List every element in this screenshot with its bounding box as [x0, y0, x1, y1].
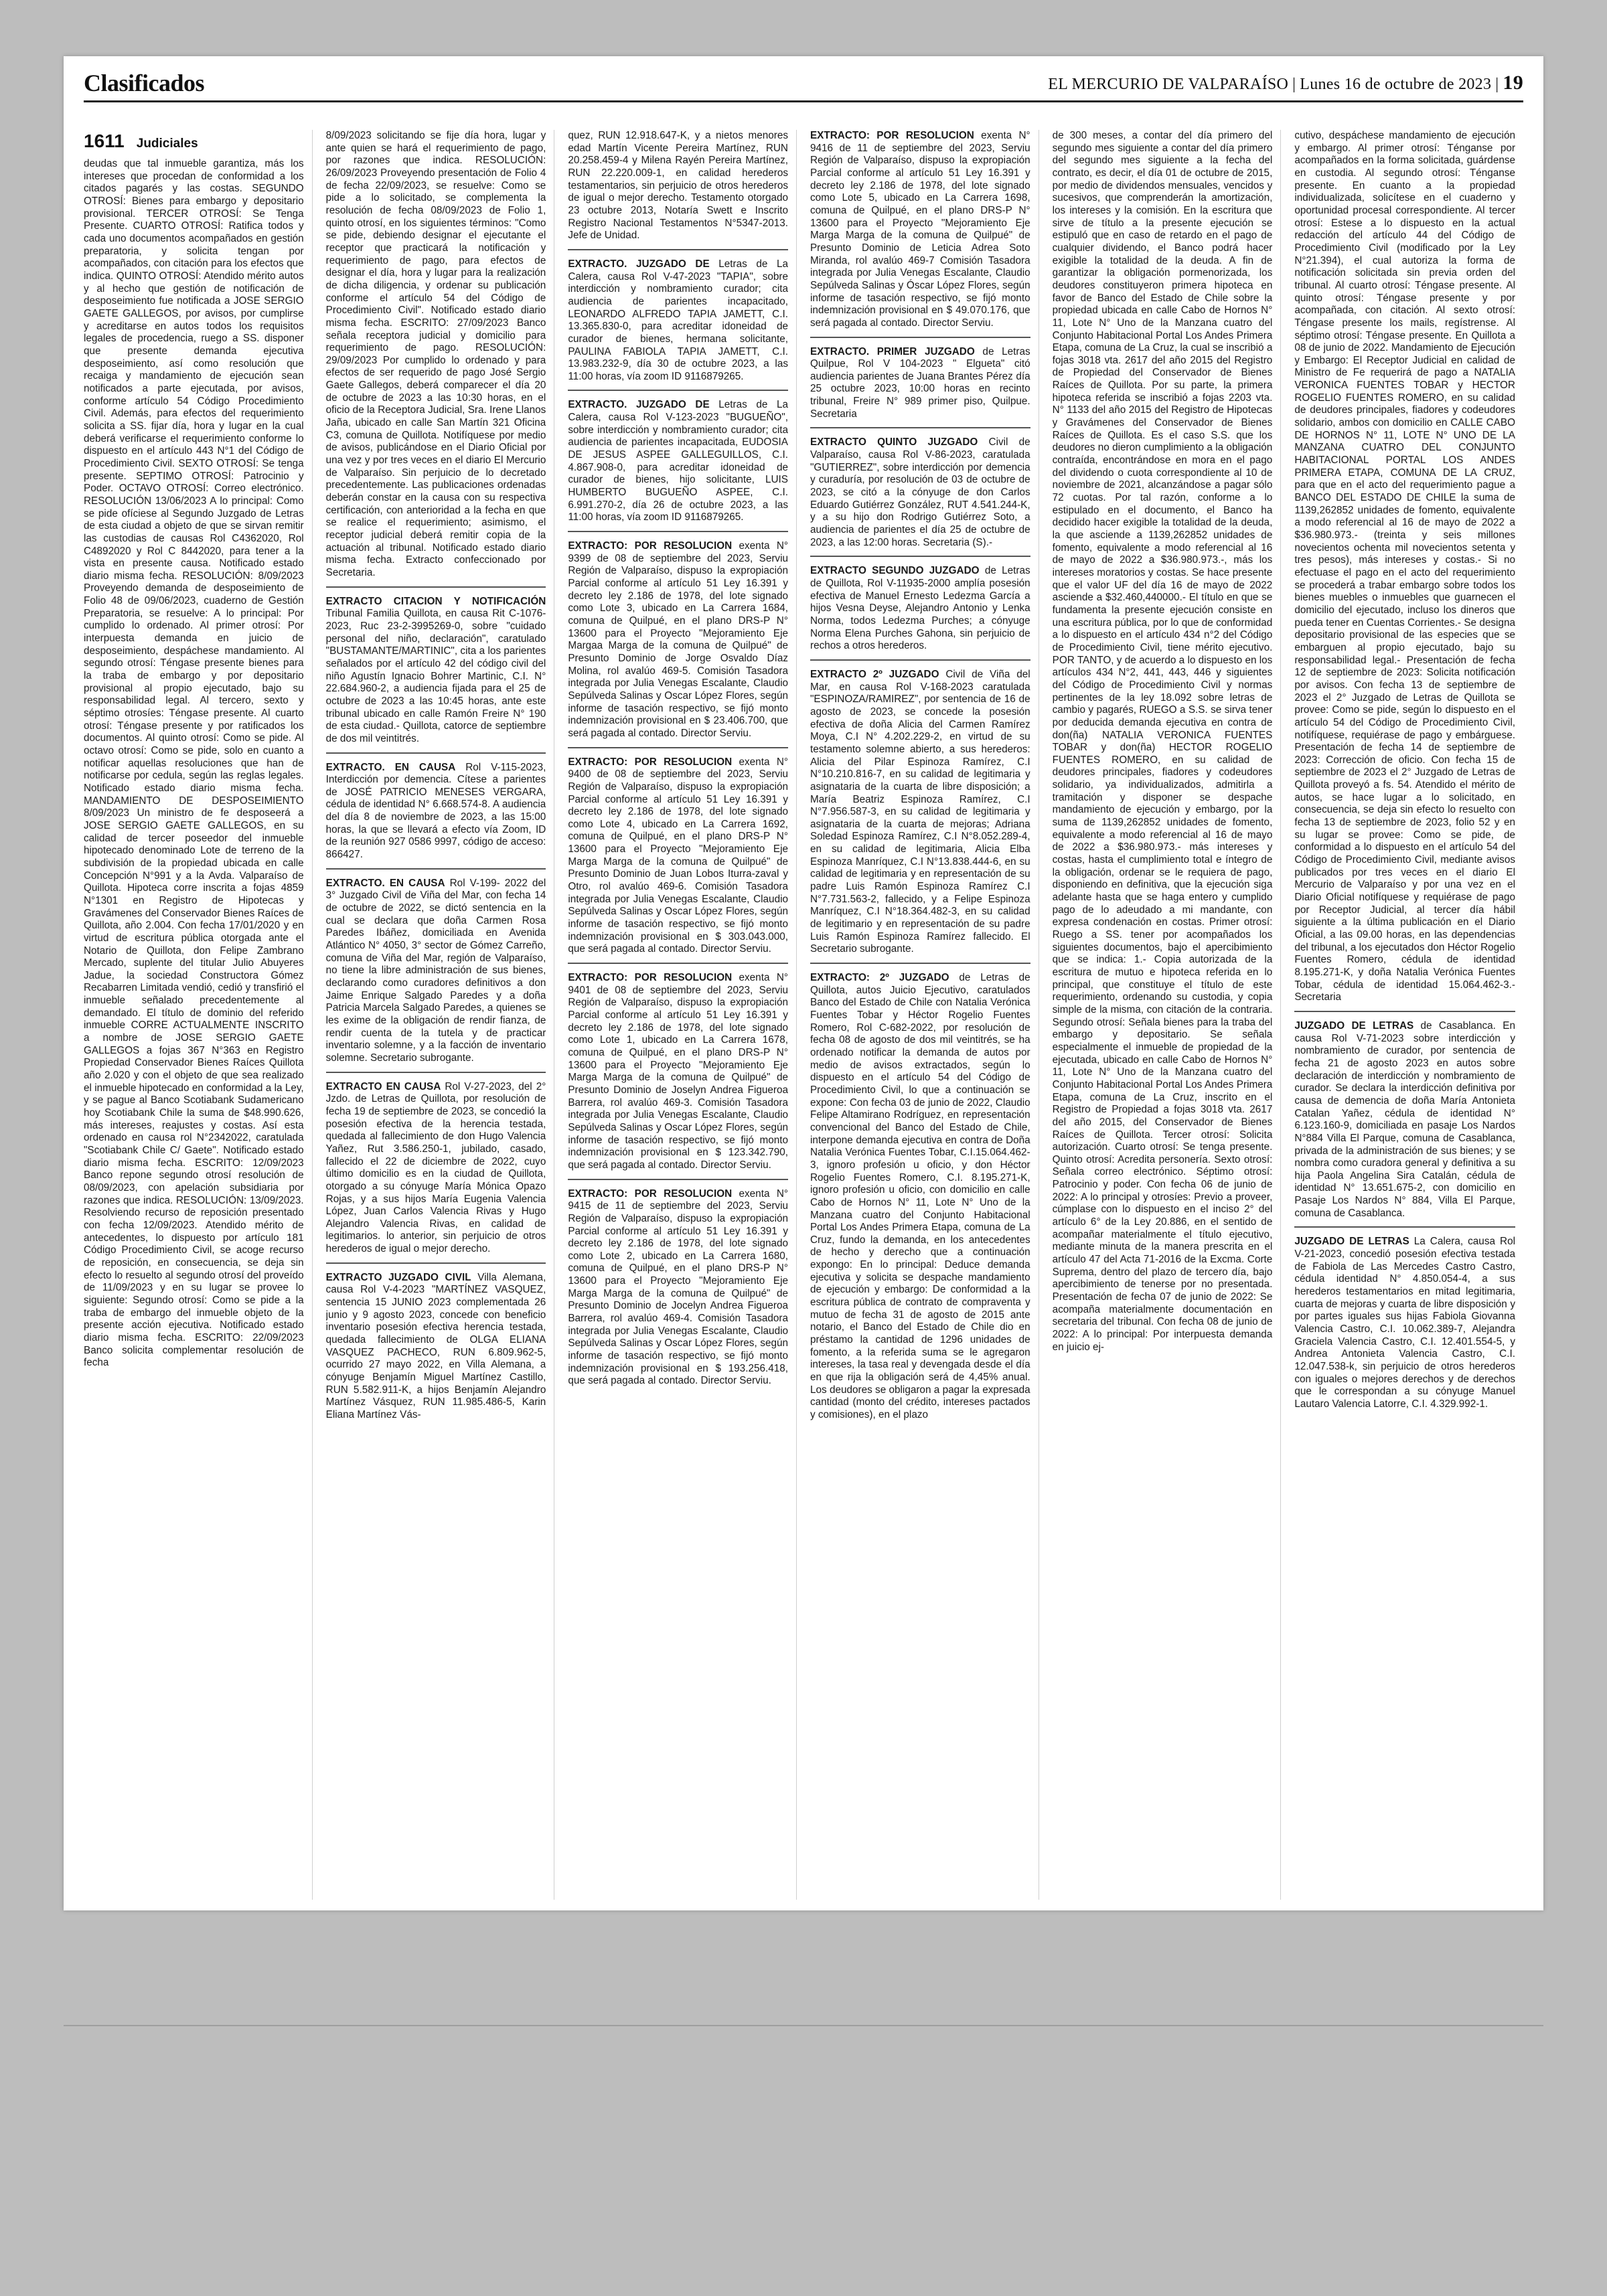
notice-lead: EXTRACTO: POR RESOLUCION: [568, 540, 733, 552]
notice-lead: EXTRACTO QUINTO JUZGADO: [810, 436, 978, 448]
notice-text: de Letras Quilpue, Rol V 104-2023 " Elgueta" citó audiencia parientes de Juana Brantes Pérez día 25 octubre 2023, 10:00 horas en recinto tribunal, Freire N° 989 primer piso, Quilpue. Secretaria: [810, 345, 1030, 420]
legal-notice: [568, 258, 788, 392]
notice-text: Tribunal Familia Quillota, en causa Rit C-1076-2023, Ruc 23-2-3995269-0, sobre "cuidado personal del niño, declaración", caratulado "BUSTAMANTE/MARTINIC", cita a los parientes señalados por el artículo 42 del código civil del niño Agustín Ignacio Bohrer Martinic, C.I. N° 22.684.960-2, a audiencia fijada para el 25 de octubre de 2023 a las 10:45 horas, ante este tribunal ubicado en calle Ramón Freire N° 190 de esta ciudad.- Quillota, catorce de septiembre de dos mil veintitrés.: [325, 608, 546, 744]
column-4: [810, 130, 1039, 1900]
notice-text: exenta N° 9401 de 08 de septiembre del 2023, Serviu Región de Valparaíso, dispuso la expropiación Parcial conforme al artículo 51 Ley 16.391 y decreto ley 2.186 de 1978, del lote signado como Lote 1, ubicado en La Carrera 1678, comuna de Quilpué, en el plano DRS-P N° 13600 para el Proyecto "Mejoramiento Eje Marga Marga de la comuna de Quilpué" de Presunto Dominio de Joselyn Andrea Figueroa Barrera, rol avalúo 469-3. Comisión Tasadora integrada por Julia Venegas Escalante, Claudio Sepúlveda Salinas y Oscar López Flores, según informe de tasación respectivo, se fijó monto indemnización provisional en $ 123.342.790, que será pagada al contado. Director Serviu.: [568, 972, 788, 1171]
notice-lead: EXTRACTO. EN CAUSA: [325, 761, 456, 773]
legal-notice: [568, 130, 788, 250]
notice-text: de 300 meses, a contar del día primero del segundo mes siguiente a contar del día primero del segundo mes siguiente a la fecha del contrato, es decir, el día 01 de octubre de 2015, por medio de dividendos mensuales, vencidos y sucesivos, que comprenderán la amortización, los intereses y la comisión. En la escritura que sirve de título a la presente ejecución se estipuló que en caso de retardo en el pago de cualquier dividendo, el Banco podrá hacer exigible la totalidad de la deuda. A fin de garantizar la obligación pormenorizada, los deudores constituyeron primera hipoteca en favor de Banco del Estado de Chile sobre la propiedad ubicada en calle Cabo de Hornos N° 11, Lote N° Uno de la Manzana cuatro del Conjunto Habitacional Portal Los Andes Primera Etapa, comuna de La Cruz, la cual se inscribió a fojas 3018 vta. 2617 del año 2015 del Registro de Propiedad del Conservador de Bienes Raíces de Quillota. Por su parte, la primera hipoteca referida se inscribió a fojas 2203 vta. N° 1133 del año 2015 del Registro de Hipotecas y Gravámenes del Conservador de Bienes Raíces de Quillota. Es el caso S.S. que los deudores no dieron cumplimiento a la obligación contraída, encontrándose en mora en el pago del dividendo o cuota correspondiente al 10 de noviembre de 2021, alcanzándose a pagar sólo 72 cuotas. Por tal razón, conforme a lo estipulado en el documento, el Banco ha decidido hacer exigible la totalidad de la deuda, la que asciende a 1139,262852 unidades de fomento, equivalente a modo referencial al 16 de mayo de 2022 a $36.980.973.-, más los intereses moratorios y costas. Se hace presente que el valor UF del día 16 de mayo de 2022 asciende a $32.460,440000.- El título en que se fundamenta la presente ejecución consiste en una escritura pública, por lo que de conformidad a lo dispuesto en el artículo 434 n°2 del Código de Procedimiento Civil, tiene mérito ejecutivo. POR TANTO, y de acuerdo a lo dispuesto en los artículos 434 N°2, 441, 443, 446 y siguientes del Código de Procedimiento Civil y normas pertinentes de la ley 18.092 sobre letras de cambio y pagarés, RUEGO a S.S. se sirva tener por deducida demanda ejecutiva en contra de don(ña) NATALIA VERONICA FUENTES TOBAR y don(ña) HECTOR ROGELIO FUENTES ROMERO, en su calidad de deudores principales, fiadores y codeudores solidario, ya individualizados, admitirla a tramitación y disponer se despache mandamiento de ejecución y embargo, por la suma de 1139,262852 unidades de fomento, equivalente a modo referencial al 16 de mayo de 2022 a $36.980.973.- más intereses y costas, hasta el cumplimiento total e íntegro de la obligación, ordenar se le requiera de pago, disponiendo en definitiva, que la ejecución siga adelante hasta que se haga entero y cumplido pago de lo adeudado a mi mandante, con expresa condenación en costas. Primer otrosí: Ruego a SS. tener por acompañados los siguientes documentos, bajo el apercibimiento que se indica: 1.- Copia autorizada de la escritura de mutuo e hipoteca referida en lo principal, que constituye el título de este requerimiento, ordenando su custodia, y copia simple de la misma, con citación de la contraria. Segundo otrosí: Señala bienes para la traba del embargo y depositario. Se señala especialmente el inmueble de propiedad de la ejecutada, ubicado en calle Cabo de Hornos N° 11, Lote N° Uno de la Manzana cuatro del Conjunto Habitacional Portal Los Andes Primera Etapa, comuna de La Cruz, inscrito en el Registro de Propiedad a fojas 3018 vta. 2617 del año 2015, del Conservador de Bienes Raíces de Quillota. Tercer otrosí: Solicita autorización. Cuarto otrosí: Se tenga presente. Quinto otrosí: Acredita personería. Sexto otrosí: Señala correo electrónico. Séptimo otrosí: Patrocinio y poder. Con fecha 06 de junio de 2022: A lo principal y otrosíes: Previo a proveer, cúmplase con lo dispuesto en el inciso 2° del artículo 6° de la Ley 20.886, en el sentido de acompañar materialmente el título ejecutivo, mediante minuta de la manera prescrita en el artículo 47 del Acta 71-2016 de la Excma. Corte Suprema, dentro del plazo de tercero día, bajo apercibimiento de tenerse por no presentada. Presentación de fecha 07 de junio de 2022: Se acompaña materialmente documentación en secretaria del tribunal. Con fecha 08 de junio de 2022: A lo principal: Por interpuesta demanda en juicio ej-: [1052, 130, 1273, 1353]
legal-notice: [568, 540, 788, 748]
column-1: [84, 130, 313, 1900]
legal-notice: [1294, 1020, 1515, 1228]
notice-text: Letras de La Calera, causa Rol V-47-2023 "TAPIA", sobre interdicción y nombramiento curador; cita audiencia de parientes incapacitado, LEONARDO ALFREDO TAPIA JAMETT, C.I. 13.365.830-0, para acreditar idoneidad de curador de bienes, hermana solicitante, PAULINA FABIOLA TAPIA JAMETT, C.I. 13.983.232-9, día 30 de octubre 2023, a las 11:00 horas, vía zoom ID 9116879265.: [568, 258, 788, 382]
issue-date: Lunes 16 de octubre de 2023: [1300, 76, 1492, 93]
notice-lead: EXTRACTO. JUZGADO DE: [568, 258, 710, 270]
column-3: [568, 130, 797, 1900]
category-code: 1611: [84, 131, 125, 151]
legal-notice: [810, 669, 1030, 964]
legal-notice: [810, 346, 1030, 429]
notice-text: quez, RUN 12.918.647-K, y a nietos menores edad Martín Vicente Pereira Martínez, RUN 20.258.459-4 y Milena Rayén Pereira Martínez, RUN 22.220.009-1, en calidad herederos testamentarios, sin perjuicio de otros herederos de igual o mejor derecho. Testamento otorgado 23 octubre 2013, Notaría Swett e Inscrito Registro Nacional Testamentos N°5347-2013. Jefe de Unidad.: [568, 130, 788, 242]
notice-text: cutivo, despáchese mandamiento de ejecución y embargo. Al primer otrosí: Ténganse por acompañados en la forma solicitada, guárdense en custodia. Al segundo otrosí: Ténganse presente. En cuanto a la propiedad individualizada, solicítese en el cuaderno y oportunidad procesal correspondiente. Al tercer otrosí: Estese a lo dispuesto en la actual redacción del artículo 44 del Código de Procedimiento Civil (modificado por la Ley N°21.394), el cual autoriza la forma de notificación solicitada sin previa orden del tribunal. Al cuarto otrosí: Téngase presente. Al quinto otrosí: Téngase presente y por acompañada, con citación. Al sexto otrosí: Téngase presente los mails, regístrense. Al séptimo otrosí: Téngase presente. En Quillota a 08 de junio de 2022. Mandamiento de Ejecución y Embargo: El Receptor Judicial en calidad de Ministro de Fe requerirá de pago a NATALIA VERONICA FUENTES TOBAR y HECTOR ROGELIO FUENTES ROMERO, en su calidad de deudores principales, fiadores y codeudores solidario, ambos con domicilio en CALLE CABO DE HORNOS N° 11, LOTE N° UNO DE LA MANZANA CUATRO DEL CONJUNTO HABITACIONAL PORTAL LOS ANDES PRIMERA ETAPA, COMUNA DE LA CRUZ, para que en el acto del requerimiento pague a BANCO DEL ESTADO DE CHILE la suma de 1139,262852 unidades de fomento, equivalente a modo referencial al 16 de mayo de 2022 a $36.980.973.- (treinta y seis millones novecientos ochenta mil novecientos setenta y tres pesos), más intereses y costas.- Si no efectuase el pago en el acto del requerimiento se procederá a trabar embargo sobre todos los bienes muebles o inmuebles que guarnecen el domicilio del ejecutado, incluso los dineros que pueda tener en Cuentas Corrientes.- Se designa depositario provisional de las especies que se embarguen al propio ejecutado, bajo su responsabilidad legal.- Presentación de fecha 12 de septiembre de 2023: Solicita notificación por avisos. Con fecha 13 de septiembre de 2023 el 2° Juzgado de Letras de Quillota se provee: Como se pide, según lo dispuesto en el artículo 54 del Código de Procedimiento Civil, notifíquese, requiérase de pago y embárguese. Presentación de fecha 14 de septiembre de 2023: Corrección de oficio. Con fecha 15 de septiembre de 2023 el 2° Juzgado de Letras de Quillota proveyó a fs. 54. Atendido el mérito de autos, se hace lugar a lo solicitado, en consecuencia, se deja sin efecto lo resuelto con fecha 13 de septiembre de 2023, folio 52 y en su lugar se provee: Como se pide, de conformidad a lo dispuesto en el artículo 54 del Código de Procedimiento Civil, mediante avisos publicados por tres veces en el diario El Mercurio de Valparaíso y por una vez en el Diario Oficial notifíquese y requiérase de pago por Receptor Judicial, al tercer día hábil siguiente a la última publicación en el Diario Oficial, a las 09.00 horas, en las dependencias del tribunal, a los ejecutados don Héctor Rogelio Fuentes Romero, cédula de identidad 8.195.271-K, y doña Natalia Verónica Fuentes Tobar, cédula de identidad 15.064.462-3.- Secretaria: [1294, 130, 1515, 1003]
notice-lead: EXTRACTO. JUZGADO DE: [568, 399, 710, 411]
notice-lead: EXTRACTO: POR RESOLUCION: [568, 972, 733, 984]
notice-text: de Casablanca. En causa Rol V-71-2023 sobre interdicción y nombramiento de curador, por sentencia de fecha 21 de agosto 2023 en autos sobre declaración de interdicción y nombramiento de curador. Se declara la interdicción definitiva por causa de demencia de doña María Antonieta Catalan Yañez, cédula de identidad N° 6.123.160-9, domiciliada en pasaje Los Nardos N°884 Villa El Parque, comuna de Casablanca, privada de la administración de sus bienes; y se nombra como curadora general y definitiva a su hija Paola Angelina Sira Catalán, cédula de identidad N° 13.651.675-2, con domicilio en Pasaje Los Nardos N° 884, Villa El Parque, comuna de Casablanca.: [1294, 1019, 1515, 1219]
legal-notice: [810, 436, 1030, 557]
legal-notice: [326, 1081, 546, 1264]
notice-lead: EXTRACTO: POR RESOLUCION: [568, 1187, 733, 1200]
legal-notice: [568, 756, 788, 965]
legal-notice: [568, 972, 788, 1180]
notice-text: exenta N° 9400 de 08 de septiembre del 2023, Serviu Región de Valparaíso, dispuso la expropiación Parcial conforme al artículo 51 Ley 16.391 y decreto ley 2.186 de 1978, del lote signado como Lote 4, ubicado en La Carrera 1692, comuna de Quilpué, en el plano DRS-P N° 13600 para el Proyecto "Mejoramiento Eje Marga Marga de la comuna de Quilpué" de Presunto Dominio de Juan Lobos Iturra-zaval y Otro, rol avalúo 469-6. Comisión Tasadora integrada por Julia Venegas Escalante, Claudio Sepúlveda Salinas y Oscar López Flores, según informe de tasación respectivo, se fijó monto indemnización provisional en $ 303.043.000, que será pagada al contado. Director Serviu.: [568, 756, 788, 955]
masthead: [1048, 72, 1523, 94]
notice-lead: JUZGADO DE LETRAS: [1294, 1236, 1409, 1248]
section-title: Clasificados: [84, 70, 205, 96]
legal-notice: [810, 130, 1030, 338]
legal-notice: [568, 399, 788, 532]
notice-text: Civil de Viña del Mar, en causa Rol V-168-2023 caratulada "ESPINOZA/RAMIREZ", por sentencia de 16 de agosto de 2023, se concede la posesión efectiva de doña Alicia del Carmen Ramírez Moya, C.I N° 4.202.229-2, en virtud de su testamento solemne abierto, a sus herederos: Alicia del Pilar Espinoza Ramírez, C.I N°10.210.816-7, en su calidad de legitimaria y asignataria de la cuarta de libre disposición; a María Beatriz Espinoza Ramírez, C.I N°7.956.587-3, en su calidad de legitimaria y asignataria de la cuarta de mejoras; Adriana Soledad Espinoza Ramírez, C.I N°8.052.289-4, en su calidad de legitimaria, Alicia Elba Espinoza Manríquez, C.I N°13.838.444-6, en su calidad de legitimaria y en representación de su padre Luis Ramón Espinoza Ramírez C.I N°7.731.563-2, fallecido, y a Felipe Espinoza Manríquez, C.I N°18.364.482-3, en su calidad de legitimario y en representación de su padre Luis Ramón Espinoza Ramírez fallecido. El Secretario subrogante.: [810, 668, 1030, 955]
bottom-divider: [64, 2025, 1543, 2026]
notice-lead: EXTRACTO SEGUNDO JUZGADO: [810, 565, 980, 577]
notice-lead: EXTRACTO 2º JUZGADO: [810, 668, 939, 680]
newspaper-name: EL MERCURIO DE VALPARAÍSO: [1048, 76, 1289, 93]
masthead-separator: |: [1495, 76, 1499, 93]
notice-lead: EXTRACTO: POR RESOLUCION: [810, 130, 974, 141]
notice-lead: EXTRACTO EN CAUSA: [325, 1080, 441, 1092]
notice-text: La Calera, causa Rol V-21-2023, concedió posesión efectiva testada de Fabiola de Las Mercedes Castro Castro, cédula identidad N° 4.850.054-4, a sus herederos testamentarios en mitad legitimaria, cuarta de mejoras y cuarta de libre disposición y por partes iguales sus hijas Fabiola Giovanna Valencia Castro, C.I. 10.062.389-7, Alejandra Graciela Valencia Castro, C.I. 12.401.554-5, y Andrea Antonieta Valencia Castro, C.I. 12.047.538-k, sin perjuicio de otros herederos con iguales o mejores derechos y de derechos que le correspondan a su cónyuge Manuel Lautaro Valencia Latorre, C.I. 4.329.992-1.: [1294, 1236, 1515, 1410]
legal-notice: [84, 158, 304, 1376]
column-2: [326, 130, 555, 1900]
page-header: [84, 66, 1523, 102]
notice-text: exenta N° 9415 de 11 de septiembre del 2023, Serviu Región de Valparaíso, dispuso la expropiación Parcial conforme al artículo 51 Ley 16.391 y decreto ley 2.186 de 1978, del lote signado como Lote 2, ubicado en La Carrera 1680, comuna de Quilpué, en el plano DRS-P N° 13600 para el Proyecto "Mejoramiento Eje Marga Marga de la comuna de Quilpué" de Presunto Dominio de Jocelyn Andrea Figueroa Barrera, rol avalúo 469-4. Comisión Tasadora integrada por Julia Venegas Escalante, Claudio Sepúlveda Salinas y Oscar López Flores, según informe de tasación respectivo, se fijó monto indemnización provisional en $ 193.256.418, que será pagada al contado. Director Serviu.: [568, 1187, 788, 1387]
notice-text: Rol V-27-2023, del 2° Jzdo. de Letras de Quillota, por resolución de fecha 19 de septiembre de 2023, se concedió la posesión efectiva de la herencia testada, quedada al fallecimiento de don Hugo Valencia Yañez, Rut 3.586.250-1, jubilado, casado, fallecido el 22 de diciembre de 2022, cuyo último domicilio es en la ciudad de Quillota, otorgado a su cónyuge María Mónica Opazo Rojas, y a sus hijos María Eugenia Valencia López, Juan Carlos Valencia Rivas y Hugo Alejandro Valencia Rivas, en calidad de legitimarios. lo anterior, sin perjuicio de otros herederos de igual o mejor derecho.: [325, 1080, 546, 1255]
legal-notice: [810, 565, 1030, 661]
legal-notice: [1053, 130, 1273, 1360]
notice-text: Letras de La Calera, causa Rol V-123-2023 "BUGUEÑO", sobre interdicción y nombramiento curador; cita audiencia de parientes incapacitada, EUDOSIA DE JESUS ASPEE GALLEGUILLOS, C.I. 4.867.908-0, para acreditar idoneidad de curador de bienes, hijo solicitante, LUIS HUMBERTO BUGUEÑO ASPEE, C.I. 6.991.270-2, día 26 de octubre 2023, a las 11:00 horas, vía zoom ID 9116879265.: [568, 399, 788, 523]
masthead-separator: |: [1292, 76, 1296, 93]
legal-notice: [810, 972, 1030, 1428]
notice-text: de Letras de Quillota, autos Juicio Ejecutivo, caratulados Banco del Estado de Chile con Natalia Verónica Fuentes Tobar y Héctor Rogelio Fuentes Romero, Rol C-682-2022, por resolución de fecha 08 de agosto de dos mil veintitrés, se ha ordenado notificar la demanda de autos por medio de avisos extractados, según lo dispuesto en el artículo 54 del Código de Procedimiento Civil, lo que a continuación se expone: Con fecha 03 de junio de 2022, Claudio Felipe Altamirano Rodríguez, en representación convencional del Banco del Estado de Chile, interpone demanda ejecutiva en contra de Doña Natalia Verónica Fuentes Tobar, C.I.15.064.462-3, ignoro profesión u oficio, y don Héctor Rogelio Fuentes Romero, C.I. 8.195.271-K, ignoro profesión u oficio, con domicilio en calle Cabo de Hornos N° 11, Lote N° Uno de la Manzana cuatro del Conjunto Habitacional Portal Los Andes Primera Etapa, comuna de La Cruz, fundo la demanda, en los antecedentes de hecho y derecho que a continuación expongo: En lo principal: Deduce demanda ejecutiva y solicita se despache mandamiento de ejecución y embargo: De conformidad a la escritura pública de contrato de compraventa y mutuo de fecha 31 de agosto de 2015 ante notario, el Banco del Estado de Chile dio en préstamo la cantidad de 1296 unidades de fomento, a la referida suma se le agregaron intereses, la tasa real y devengada desde el día en que rija la obligación será de 4,45% anual. Los deudores se obligaron a pagar la expresada cantidad (monto del crédito, intereses pactados y comisiones), en el plazo: [810, 972, 1030, 1420]
notice-text: exenta N° 9399 de 08 de septiembre del 2023, Serviu Región de Valparaíso, dispuso la expropiación Parcial conforme al artículo 51 Ley 16.391 y decreto ley 2.186 de 1978, del lote signado como Lote 3, ubicado en La Carrera 1684, comuna de Quilpué, en el plano DRS-P N° 13600 para el Proyecto "Mejoramiento Eje Margaa Marga de la comuna de Quilpué" de Presunto Dominio de Jorge Osvaldo Díaz Molina, rol avalúo 469-5. Comisión Tasadora integrada por Julia Venegas Escalante, Claudio Sepúlveda Salinas y Oscar López Flores, según informe de tasación respectivo, se fijó monto indemnización provisional en $ 23.406.700, que será pagada al contado. Director Serviu.: [568, 540, 788, 739]
notice-lead: EXTRACTO. PRIMER JUZGADO: [810, 345, 975, 357]
newspaper-page: [64, 56, 1543, 1910]
notices-columns: [84, 130, 1523, 1900]
notice-lead: EXTRACTO JUZGADO CIVIL: [325, 1271, 471, 1283]
category-heading: [84, 130, 304, 153]
legal-notice: [326, 1272, 546, 1428]
notice-text: Rol V-115-2023, Interdicción por demencia. Cítese a parientes de JOSÉ PATRICIO MENESES VERGARA, cédula de identidad N° 6.668.574-8. A audiencia del día 8 de noviembre de 2023, a las 15:00 horas, la que se llevará a efecto vía Zoom, ID de la reunión 927 0586 9997, código de acceso: 866427.: [325, 761, 546, 861]
legal-notice: [326, 130, 546, 588]
column-6: [1294, 130, 1523, 1900]
notice-text: Civil de Valparaíso, causa Rol V-86-2023, caratulada "GUTIERREZ", sobre interdicción por demencia y curaduría, por resolución de 03 de octubre de 2023, se citó a la cónyuge de don Carlos Eduardo Gutiérrez González, RUT 4.541.244-K, y a su hijo don Rodrigo Gutiérrez Soto, a audiencia de parientes el día 25 de octubre de 2023, a las 12:00 horas. Secretaria (S).-: [810, 436, 1030, 548]
notice-text: 8/09/2023 solicitando se fije día hora, lugar y ante quien se hará el requerimiento de pago, por razones que indica. RESOLUCIÓN: 26/09/2023 Proveyendo presentación de Folio 4 de fecha 22/09/2023, se resuelve: Como se pide a lo solicitado, se complementa la resolución de fecha 08/09/2023 de Folio 1, quinto otrosí, en los siguientes términos: "Como se pide, debiendo designar el ejecutante el receptor que practicará la notificación y requerimiento de pago, para efectos de designar el día, hora y lugar para la realización de dicha diligencia, y ordenar su publicación conforme el artículo 54 del Código de Procedimiento Civil". Notificado estado diario misma fecha. ESCRITO: 27/09/2023 Banco señala receptora judicial y domicilio para requerimiento de pago. RESOLUCIÓN: 29/09/2023 Por cumplido lo ordenado y para efectos de ser requerido de pago José Sergio Gaete Gallegos, deberá comparecer el día 20 de octubre de 2023 a las 10:30 horas, en el oficio de la Receptora Judicial, Sra. Irene Llanos Jaña, ubicado en calle San Martín 321 Oficina C3, comuna de Quillota. Notifíquese por medio de avisos, publicándose en el Diario Oficial por una vez y por tres veces en el diario El Mercurio de Valparaíso. Sin perjuicio de lo decretado precedentemente. Las publicaciones ordenadas deberán constar en la causa con su respectiva certificación, con anterioridad a la fecha en que se realice el requerimiento; asimismo, el receptor judicial deberá remitir copia de la actuación al tribunal. Notificado estado diario misma fecha. Extracto confeccionado por Secretaria.: [325, 130, 546, 578]
notice-lead: EXTRACTO. EN CAUSA: [325, 877, 445, 889]
legal-notice: [326, 762, 546, 870]
legal-notice: [568, 1188, 788, 1395]
notice-lead: EXTRACTO: POR RESOLUCION: [568, 756, 733, 768]
notice-text: Villa Alemana, causa Rol V-4-2023 "MARTÍNEZ VASQUEZ, sentencia 15 JUNIO 2023 complementada 26 junio y 9 agosto 2023, concede con beneficio inventario posesión efectiva herencia testada, quedada fallecimiento de OLGA ELIANA VASQUEZ PACHECO, RUN 6.809.962-5, ocurrido 27 mayo 2022, en Villa Alemana, a cónyuge Benjamín Miguel Martínez Castillo, RUN 5.582.911-K, a hijos Benjamín Alejandro Martínez Vásquez, RUN 11.985.486-5, Karin Eliana Martínez Vás-: [325, 1271, 546, 1420]
notice-lead: EXTRACTO CITACION Y NOTIFICACIÓN: [325, 595, 546, 607]
notice-text: deudas que tal inmueble garantiza, más los intereses que procedan de conformidad a los citados pagarés y las costas. SEGUNDO OTROSÍ: Bienes para embargo y depositario provisional. TERCER OTROSÍ: Se Tenga Presente. CUARTO OTROSÍ: Ratifica todos y cada uno documentos acompañados en gestión preparatoria, y solicita tengan por acompañados, con citación para los efectos que indica. QUINTO OTROSÍ: Atendido mérito autos y al hecho que gestión de notificación de desposeimiento fue notificada a JOSE SERGIO GAETE GALLEGOS, por avisos, por cumplirse y acreditarse en autos todos los requisitos legales de procedencia, ruego a SS. disponer que presente demanda ejecutiva desposeimiento, así como resolución que recaiga y mandamiento de ejecución sean notificados a parte ejecutada, por avisos, conforme artículo 54 Código Procedimiento Civil. Además, para efectos del requerimiento solicita a SS. fijar día, hora y lugar en la cual deberá verificarse el requerimiento conforme lo dispuesto en el artículo 443 N°1 del Código de Procedimiento Civil. SEXTO OTROSÍ: Se tenga presente. SEPTIMO OTROSÍ: Patrocinio y Poder. OCTAVO OTROSÍ: Correo electrónico. RESOLUCIÓN 13/06/2023 A lo principal: Como se pide ofíciese al Segundo Juzgado de Letras de esta ciudad a objeto de que se sirvan remitir las custodias de causas Rol C4362020, Rol C4892020 y Rol C 8442020, para tener a la vista en presente causa. Notificado estado diario misma fecha. RESOLUCIÓN: 8/09/2023 Proveyendo demanda de desposeimiento de Folio 48 de 09/06/2023, cuaderno de Gestión Preparatoria, se resuelve: A lo principal: Por cumplido lo ordenado. Al primer otrosí: Por interpuesta demanda en juicio de desposeimiento, despáchese mandamiento. Al segundo otrosí: Téngase presente bienes para la traba de embargo y por depositario provisional al propio ejecutado, bajo su responsabilidad legal. Al tercero, sexto y séptimo otrosíes: Téngase presente. Al cuarto otrosí: Téngase presente y por ratificados los documentos. Al quinto otrosí: Como se pide. Al octavo otrosí: Como se pide, solo en cuanto a notificar aquellas resoluciones que han de notificarse por cedula, según las reglas legales. Notificado estado diario misma fecha. MANDAMIENTO DE DESPOSEIMIENTO 8/09/2023 Un ministro de fe desposeerá a JOSE SERGIO GAETE GALLEGOS, en su calidad de tercer poseedor del inmueble hipotecado denominado Lote de terreno de la subdivisión de la propiedad ubicada en calle Concepción N°991 y a la Avda. Valparaíso de Quillota. Hipoteca corre inscrita a fojas 4859 N°1301 en Registro de Hipotecas y Gravámenes del Conservador Bienes Raíces de Quillota, año 2.004. Con fecha 17/01/2020 y en virtud de escritura pública otorgada ante el Notario de Quillota, don Felipe Zambrano Mercado, suplente del titular Julio Abuyeres Jadue, la sociedad Constructora Gómez Recabarren Limitada vendió, cedió y transfirió el inmueble señalado precedentemente al demandado. El título de dominio del referido inmueble CORRE ACTUALMENTE INSCRITO a nombre de JOSE SERGIO GAETE GALLEGOS a fojas 367 N°363 en Registro Propiedad Conservador Bienes Raíces Quillota año 2.020 y con el objeto de que sea realizado el inmueble hipotecado en conformidad a la Ley, y se pague al Banco Scotiabank Sudamericano hoy Scotiabank Chile la suma de $48.990.626, más intereses, reajustes y costas. Así esta ordenado en causa rol N°2342022, caratulada "Scotiabank Chile C/ Gaete". Notificado estado diario misma fecha. ESCRITO: 12/09/2023 Banco repone segundo otrosí resolución de 08/09/2023, con apelación subsidiaria por razones que indica. RESOLUCIÓN: 13/09/2023. Resolviendo recurso de reposición presentado con fecha 12/09/2023. Atendido mérito de antecedentes, lo dispuesto por artículo 181 Código Procedimiento Civil, se acoge recurso de reposición, en consecuencia, se deja sin efecto lo resuelto al segundo otrosí del proveído de 11/09/2023 y en su lugar se provee lo siguiente: Segundo otrosí: Como se pide a la traba de embargo del inmueble objeto de la presente acción ejecutiva. Notificado estado diario misma fecha. ESCRITO: 22/09/2023 Banco solicita complementar resolución de fecha: [84, 158, 304, 1369]
category-name: Judiciales: [136, 137, 198, 151]
legal-notice: [326, 878, 546, 1073]
legal-notice: [1294, 130, 1515, 1012]
page-number: 19: [1503, 72, 1523, 94]
notice-text: Rol V-199- 2022 del 3° Juzgado Civil de Viña del Mar, con fecha 14 de octubre de 2022, se dictó sentencia en la cual se declara que doña Carmen Rosa Paredes Ibáñez, domiciliada en Avenida Atlántico N° 4050, 3° sector de Gómez Carreño, comuna de Viña del Mar, región de Valparaíso, no tiene la libre administración de sus bienes, declarando como curadores definitivos a don Jaime Enrique Salgado Paredes y a doña Patricia Marcela Salgado Paredes, a quienes se les exime de la obligación de rendir fianza, de rendir cuenta de la tutela y de practicar inventario solemne, y a la facción de inventario solemne. Secretario subrogante.: [325, 877, 546, 1064]
notice-lead: EXTRACTO: 2º JUZGADO: [810, 972, 949, 984]
legal-notice: [1294, 1236, 1515, 1417]
legal-notice: [326, 596, 546, 754]
notice-text: exenta N° 9416 de 11 de septiembre del 2023, Serviu Región de Valparaíso, dispuso la expropiación Parcial conforme al artículo 51 Ley 16.391 y decreto ley 2.186 de 1978, del lote signado como Lote 5, ubicado en La Carrera 1698, comuna de Quilpué, en el plano DRS-P N° 13600 para el Proyecto "Mejoramiento Eje Marga Marga de la comuna de Quilpué" de Presunto Dominio de Leticia Adrea Soto Miranda, rol avalúo 469-7 Comisión Tasadora integrada por Julia Venegas Escalante, Claudio Sepúlveda Salinas y Óscar López Flores, según informe de tasación respectivo, se fijó monto indemnización provisional en $ 49.070.176, que será pagada al contado. Director Serviu.: [810, 130, 1030, 329]
column-5: [1053, 130, 1282, 1900]
notice-lead: JUZGADO DE LETRAS: [1294, 1019, 1414, 1032]
notice-text: de Letras de Quillota, Rol V-11935-2000 amplía posesión efectiva de Manuel Ernesto Ledezma García a hijos Vesna Deyse, Alejandro Antonio y Lenka Norma, todos Ledezma Purches; a cónyuge Norma Elena Purches Gahona, sin perjuicio de rechos a otros herederos.: [810, 565, 1030, 652]
